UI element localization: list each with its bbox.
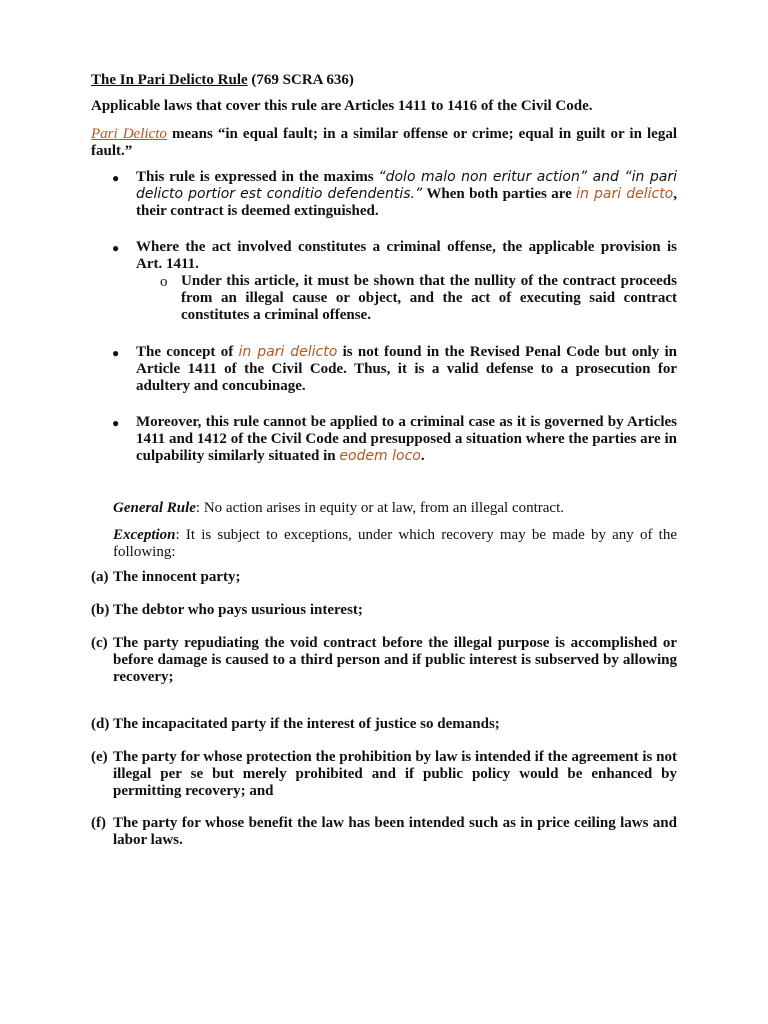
item-label: (a) [91,569,109,585]
general-rule-text: : No action arises in equity or at law, from an illegal contract. [195,500,564,516]
item-text: The party for whose benefit the law has been intended such as in price ceiling laws and labor laws. [113,815,677,848]
bullet-icon: ● [112,171,120,185]
item-text: The party repudiating the void contract before the illegal purpose is accomplished or before damage is caused to a third person and if public interest is subserved by allowing recovery; [113,635,677,685]
term-in-pari-delicto: in pari delicto [576,186,674,202]
bullet-maxims-text: This rule is expressed in the maxims [136,169,379,185]
general-rule-label: General Rule [113,500,196,516]
bullet-maxims-text3: , their contract is deemed extinguished. [136,186,677,219]
bullet-icon: ● [112,346,120,360]
item-label: (b) [91,602,110,618]
term-in-pari-delicto: in pari delicto [238,344,338,360]
bullet-concept [136,344,677,395]
item-label: (c) [91,635,108,651]
sub-bullet-marker: o [160,274,168,290]
bullet-maxims-text2: When both parties are [422,186,577,202]
maxim-quote: “dolo malo non eritur action” and “in pari delicto portior est conditio defendentis.” [136,169,678,202]
bullet-criminal-offense: Where the act involved constitutes a criminal offense, the applicable provision is Art. 1411. [136,239,677,272]
item-text: The debtor who pays usurious interest; [113,602,363,618]
definition-text: means “in equal fault; in a similar offense or crime; equal in guilt or in legal fault.” [91,126,677,159]
term-eodem-loco: eodem loco [339,448,421,464]
item-label: (d) [91,716,110,732]
bullet-icon: ● [112,241,120,255]
exception-text: : It is subject to exceptions, under which recovery may be made by any of the following: [113,527,677,560]
title-rule: The In Pari Delicto Rule [91,72,248,88]
item-text: The innocent party; [113,569,241,585]
bullet-maxims [136,169,677,220]
bullet-criminal-case-text: Moreover, this rule cannot be applied to a criminal case as it is governed by Articles 1411 and 1412 of the Civil Code and presupposed a situation where the parties are in culpability similarly situated in [136,414,677,464]
item-label: (e) [91,749,108,765]
document-title [91,72,677,89]
item-label: (f) [91,815,106,831]
definition-paragraph [91,126,677,160]
exception [113,527,677,561]
sub-bullet-nullity: Under this article, it must be shown that the nullity of the contract proceeds from an illegal cause or object, and the act of executing said contract constitutes a criminal offense. [181,273,677,323]
bullet-concept-text2: is not found in the Revised Penal Code but only in Article 1411 of the Civil Code. Thus, it is a valid defense to a prosecution for adultery and concubinage. [136,344,677,394]
bullet-icon: ● [112,416,120,430]
item-text: The party for whose protection the prohibition by law is intended if the agreement is not illegal per se but merely prohibited and if public policy would be enhanced by permitting recovery; and [113,749,677,799]
item-text: The incapacitated party if the interest of justice so demands; [113,716,500,732]
title-citation: (769 SCRA 636) [251,72,354,88]
applicable-laws: Applicable laws that cover this rule are Articles 1411 to 1416 of the Civil Code. [91,98,593,114]
general-rule [113,500,677,517]
exception-label: Exception [113,527,176,543]
definition-term: Pari Delicto [91,126,167,142]
bullet-criminal-case [136,414,677,465]
bullet-criminal-case-end: . [420,448,425,464]
bullet-concept-text: The concept of [136,344,239,360]
